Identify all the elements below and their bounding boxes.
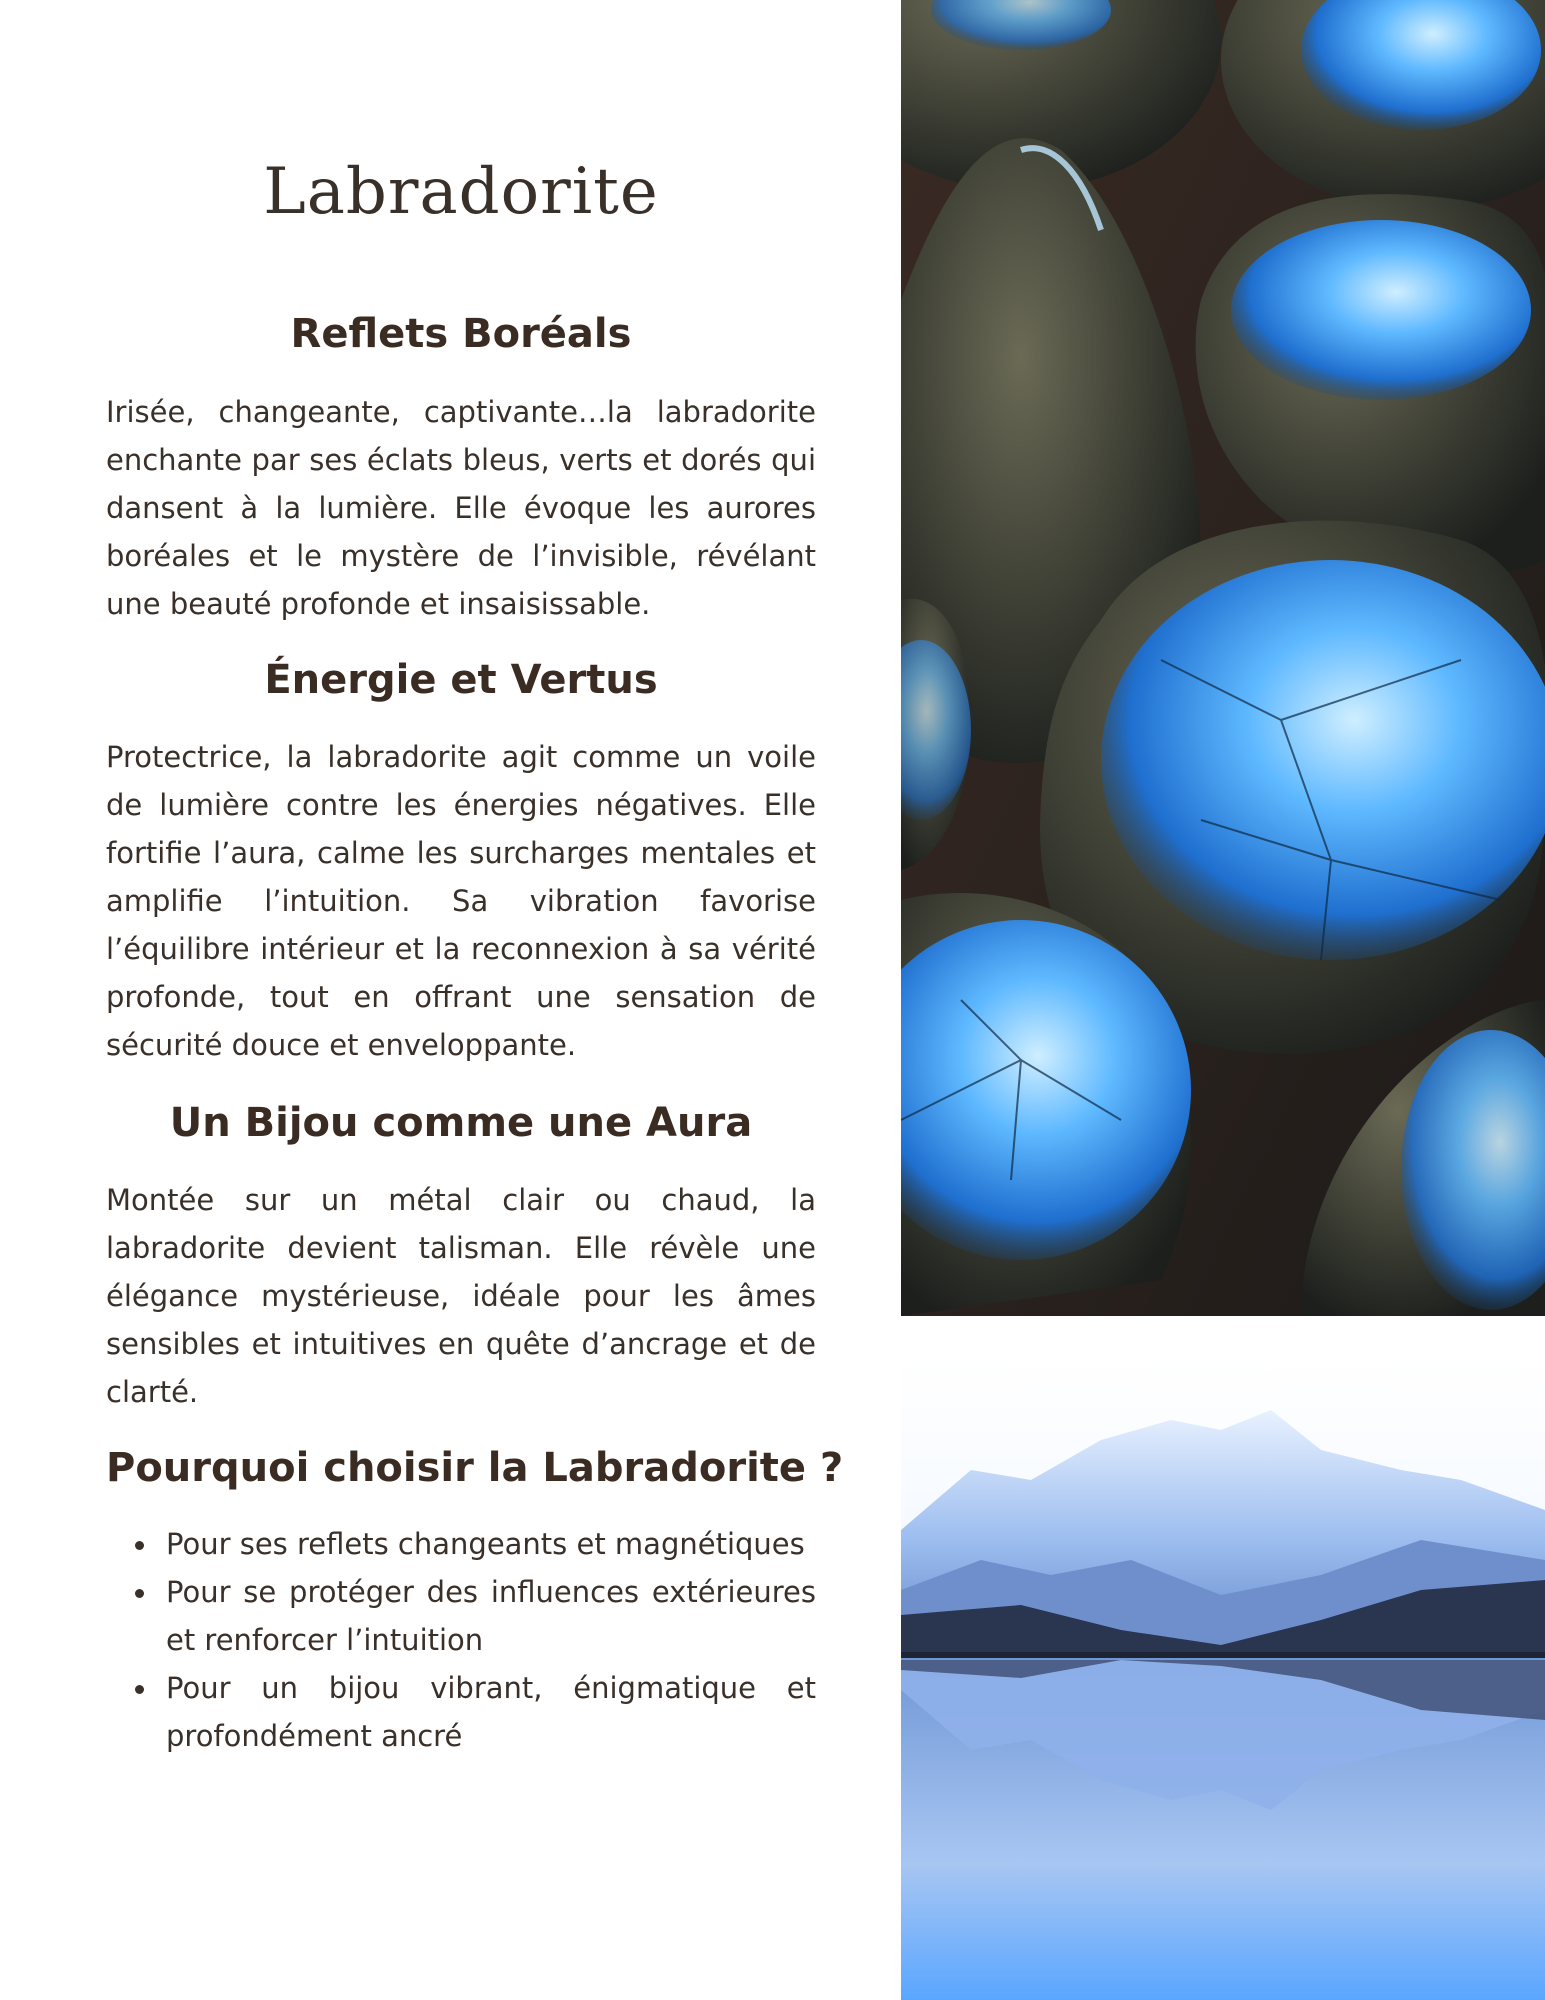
labradorite-stones-image <box>901 0 1545 1316</box>
section-heading-reflets: Reflets Boréals <box>290 311 632 357</box>
list-item-text: Pour un bijou vibrant, énigmatique et profondément ancré <box>166 1671 816 1753</box>
list-item-text: Pour ses reflets changeants et magnétiques <box>166 1527 805 1561</box>
section-text-energie: Protectrice, la labradorite agit comme un voile de lumière contre les énergies négatives. Elle fortifie l’aura, calme les surcharges mentales et amplifie l’intuition. Sa vibration favorise l’équilibre intérieur et la reconnexion à sa vérité profonde, tout en offrant une sensation de sécurité douce et enveloppante. <box>106 740 816 1062</box>
reasons-list <box>106 1520 816 1760</box>
section-text-bijou: Montée sur un métal clair ou chaud, la labradorite devient talisman. Elle révèle une élégance mystérieuse, idéale pour les âmes sensibles et intuitives en quête d’ancrage et de clarté. <box>106 1183 816 1409</box>
bullet-icon <box>135 1685 144 1694</box>
list-item <box>166 1568 816 1664</box>
section-heading-bijou: Un Bijou comme une Aura <box>169 1100 753 1146</box>
bullet-icon <box>135 1589 144 1598</box>
why-heading: Pourquoi choisir la Labradorite ? <box>106 1445 844 1491</box>
list-item-text: Pour se protéger des influences extérieures et renforcer l’intuition <box>166 1575 816 1657</box>
section-heading-energie: Énergie et Vertus <box>264 657 658 703</box>
text-column <box>106 0 844 2000</box>
list-item <box>166 1664 816 1760</box>
section-text-reflets: Irisée, changeante, captivante…la labradorite enchante par ses éclats bleus, verts et dorés qui dansent à la lumière. Elle évoque les aurores boréales et le mystère de l’invisible, révélant une beauté profonde et insaisissable. <box>106 395 816 621</box>
mountain-lake-image <box>901 1360 1545 2000</box>
page-title: Labradorite <box>263 155 659 229</box>
list-item <box>166 1520 816 1568</box>
bullet-icon <box>135 1541 144 1550</box>
